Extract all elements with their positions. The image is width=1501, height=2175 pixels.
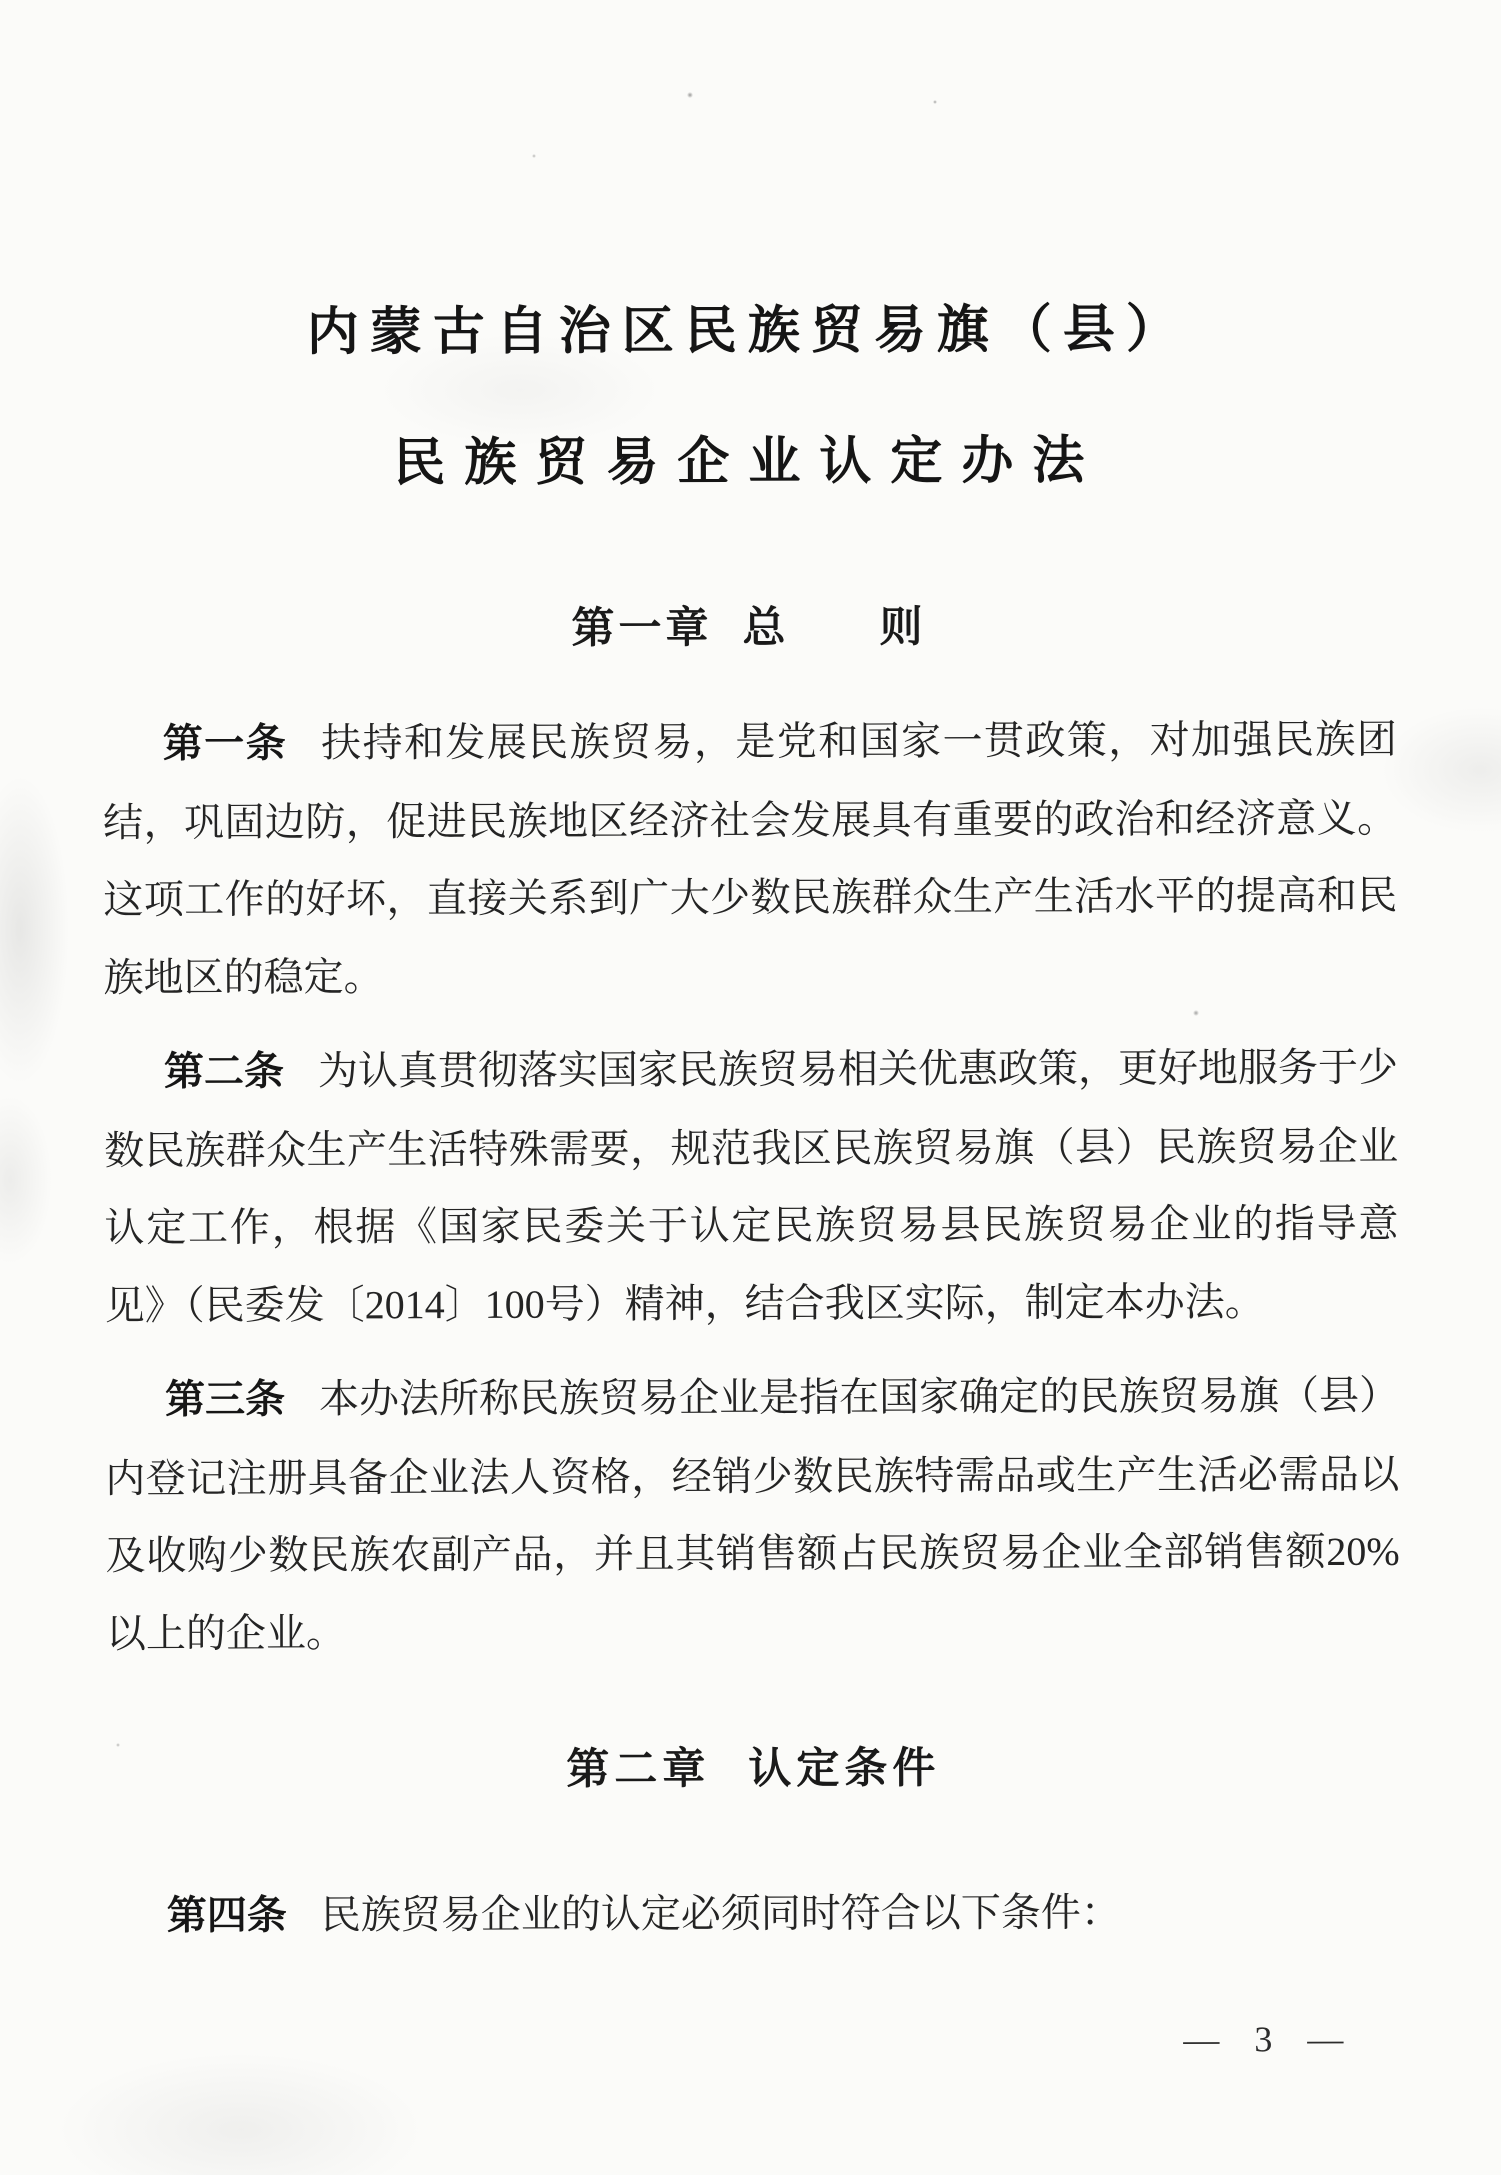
chapter-1-name-char-1: 总 [742, 603, 790, 653]
article-4-text: 民族贸易企业的认定必须同时符合以下条件： [320, 1889, 1121, 1938]
article-1-label: 第一条 [162, 721, 288, 767]
chapter-2-heading [106, 1729, 1400, 1811]
article-2-text: 为认真贯彻落实国家民族贸易相关优惠政策，更好地服务于少数民族群众生产生活特殊需要，规范我区民族贸易旗（县）民族贸易企业认定工作，根据《国家民委关于认定民族贸易县民族贸易企业的指导意见》（民委发〔2014〕100号）精神，结合我区实际，制定本办法。 [104, 1044, 1399, 1328]
chapter-1-number: 第一章 [571, 604, 713, 653]
document-title-line-1: 内蒙古自治区民族贸易旗（县） [306, 301, 1189, 362]
document-title-line-2: 民族贸易企业认定办法 [393, 432, 1104, 493]
article-3-text: 本办法所称民族贸易企业是指在国家确定的民族贸易旗（县）内登记注册具备企业法人资格，经销少数民族特需品或生产生活必需品以及收购少数民族农副产品，并且其销售额占民族贸易企业全部销售额20%以上的企业。 [105, 1372, 1400, 1656]
document-title [0, 285, 1499, 496]
article-4-paragraph [107, 1872, 1401, 1955]
chapter-2-number: 第二章 [566, 1745, 711, 1794]
chapter-1-name-char-2: 则 [879, 603, 927, 652]
article-4-label: 第四条 [166, 1893, 287, 1938]
article-3-label: 第三条 [165, 1377, 286, 1423]
article-2-label: 第二条 [163, 1049, 285, 1095]
article-2-paragraph [104, 1029, 1399, 1345]
article-1-text: 扶持和发展民族贸易，是党和国家一贯政策，对加强民族团结，巩固边防，促进民族地区经济社会发展具有重要的政治和经济意义。这项工作的好坏，直接关系到广大少数民族群众生产生活水平的提高和民族地区的稳定。 [102, 716, 1398, 1000]
article-3-paragraph [105, 1357, 1400, 1673]
document-body [103, 701, 1401, 1973]
article-1-paragraph [103, 701, 1398, 1017]
chapter-2-name: 认定条件 [748, 1744, 941, 1794]
page-number: — 3 — [1183, 2018, 1353, 2060]
chapter-1-heading [0, 591, 1499, 657]
